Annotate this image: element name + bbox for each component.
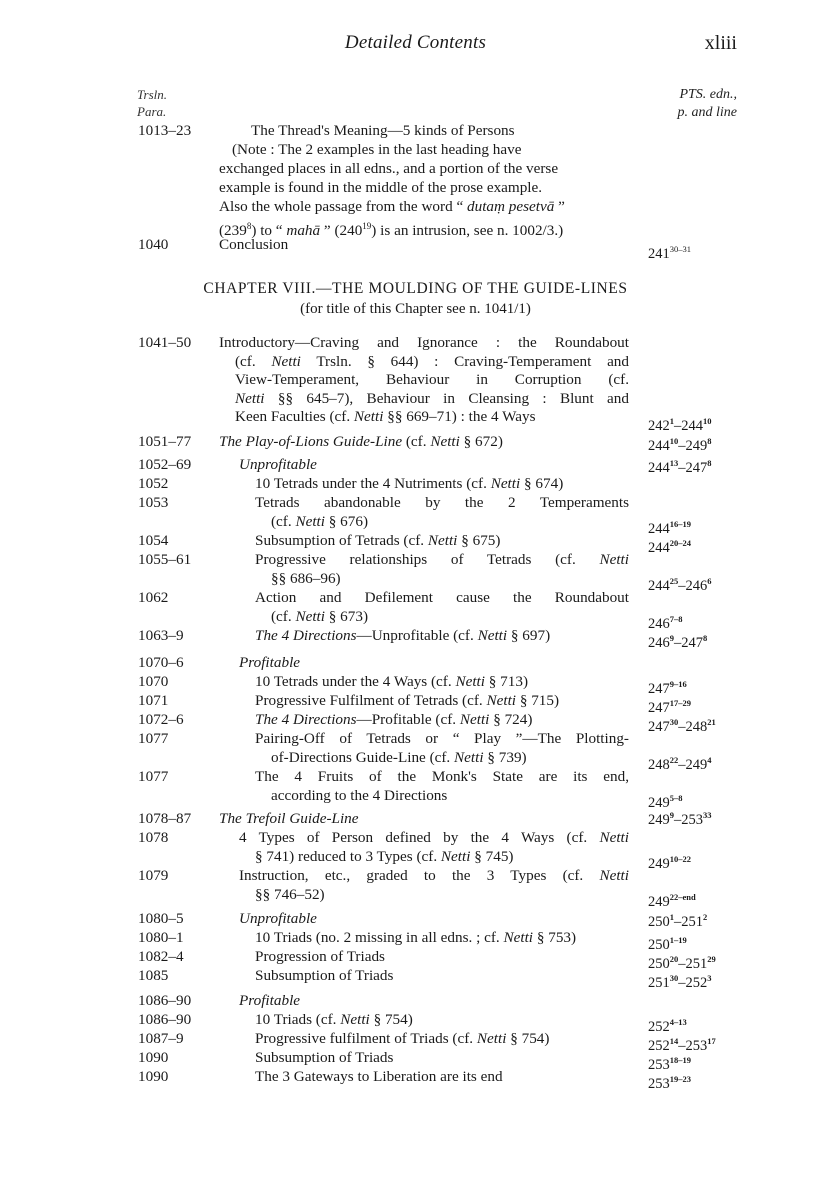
entry-heading: The Thread's Meaning—5 kinds of Persons	[251, 122, 515, 139]
pali-term: mahā	[286, 222, 321, 240]
pts-reference	[648, 240, 691, 264]
pts-line: 4–13	[669, 1017, 687, 1027]
paragraph-number: 1080–5	[138, 910, 184, 927]
pts-line: 17–29	[669, 698, 691, 708]
range-dash: –	[674, 635, 682, 651]
entry-heading	[255, 730, 629, 767]
pts-line: 6	[707, 575, 712, 586]
note-text: (239	[219, 222, 247, 240]
paragraph-number: 1070	[138, 673, 169, 690]
paragraph-number: 1052	[138, 475, 169, 492]
entry-heading	[255, 1030, 629, 1049]
pts-page: 250	[648, 956, 670, 972]
paragraph-number: 1080–1	[138, 929, 184, 946]
pts-line: 30	[669, 717, 679, 727]
entry-line: Progressive relationships of Tetrads (cf. Netti	[255, 551, 629, 568]
entry-heading	[239, 867, 629, 904]
pts-line: 30–31	[669, 244, 691, 254]
paragraph-number: 1086–90	[138, 992, 192, 1009]
paragraph-number: 1086–90	[138, 1011, 192, 1028]
entry-heading	[255, 551, 629, 588]
paragraph-number: 1063–9	[138, 627, 184, 644]
entry-heading	[255, 929, 629, 948]
column-header-right-line2: p. and line	[677, 105, 737, 120]
pts-line: 20	[669, 954, 679, 964]
paragraph-number: 1090	[138, 1068, 169, 1085]
entry-heading	[255, 673, 629, 692]
pts-line: 1	[669, 415, 674, 426]
entry-line: Unprofitable	[239, 910, 317, 927]
pts-line: 17	[707, 1036, 716, 1046]
entry-line: View-Temperament, Behaviour in Corruption (cf.	[235, 371, 629, 389]
range-dash: –	[674, 812, 682, 828]
pts-line: 10	[669, 436, 679, 446]
range-dash: –	[678, 438, 686, 454]
pts-page: 247	[648, 700, 670, 716]
pts-page: 249	[648, 812, 670, 828]
entry-heading	[255, 1049, 629, 1068]
pts-line: 13	[669, 458, 679, 468]
entry-line: § 741) reduced to 3 Types (cf. Netti § 745)	[255, 847, 514, 865]
pts-reference	[648, 629, 707, 653]
pts-line: 8	[707, 458, 712, 468]
pts-reference	[648, 454, 712, 478]
column-header-left-line2: Para.	[137, 104, 167, 119]
paragraph-number: 1071	[138, 692, 169, 709]
entry-line: The 4 Directions—Profitable (cf. Netti § 724)	[255, 711, 533, 728]
entry-line: The Trefoil Guide-Line	[219, 810, 359, 827]
pts-page: 244	[648, 577, 670, 594]
paragraph-number: 1070–6	[138, 654, 184, 671]
entry-line: Keen Faculties (cf. Netti §§ 669–71) : the 4 Ways	[235, 408, 536, 426]
note-line: exchanged places in all edns., and a portion of the verse	[219, 160, 559, 177]
entry-heading	[219, 810, 629, 829]
pts-reference	[648, 850, 691, 874]
pts-page: 244	[648, 520, 670, 537]
entry-line: The 4 Directions—Unprofitable (cf. Netti § 697)	[255, 627, 551, 644]
entry-line: of-Directions Guide-Line (cf. Netti § 739)	[271, 748, 527, 766]
entry-line: 10 Triads (no. 2 missing in all edns. ; cf. Netti § 753)	[255, 929, 577, 946]
entry-line: Progressive fulfilment of Triads (cf. Netti § 754)	[255, 1030, 550, 1047]
note-line	[219, 198, 629, 217]
paragraph-number: 1054	[138, 532, 169, 549]
pts-page: 249	[685, 756, 708, 773]
pts-reference	[648, 534, 691, 558]
pts-line: 18–19	[669, 1055, 691, 1065]
entry-heading	[255, 627, 629, 646]
column-header-right-line1: PTS. edn.,	[679, 87, 737, 102]
pts-line: 8	[707, 436, 712, 446]
column-header-pts-edition	[678, 86, 738, 122]
pts-page: 253	[648, 1057, 670, 1073]
paragraph-number: 1078–87	[138, 810, 192, 827]
paragraph-number: 1053	[138, 494, 169, 511]
range-dash: –	[674, 914, 682, 930]
entry-heading	[255, 948, 629, 967]
pts-page: 249	[648, 855, 670, 872]
pts-page: 250	[648, 914, 670, 930]
pts-page: 251	[648, 975, 670, 991]
note-text: ”	[554, 198, 565, 215]
paragraph-number: 1085	[138, 967, 169, 984]
entry-line: 10 Tetrads under the 4 Nutriments (cf. Netti § 674)	[255, 475, 564, 492]
entry-heading	[255, 768, 629, 805]
entry-line: Action and Defilement cause the Roundabout	[255, 589, 629, 606]
paragraph-number: 1078	[138, 829, 169, 846]
pts-reference	[648, 969, 712, 993]
pts-reference	[648, 1070, 691, 1094]
pts-reference	[648, 713, 716, 737]
entry-line: Progression of Triads	[255, 948, 385, 965]
entry-heading	[255, 589, 629, 626]
entry-heading	[239, 829, 629, 866]
pts-page: 250	[648, 937, 670, 953]
pts-page: 253	[648, 1076, 670, 1092]
entry-heading	[239, 456, 629, 475]
pts-page: 247	[648, 719, 670, 735]
pts-line: 16–19	[669, 518, 691, 529]
pts-page: 246	[648, 615, 670, 632]
pts-page: 253	[685, 1038, 708, 1054]
pts-page: 242	[648, 417, 670, 434]
pts-page: 244	[648, 540, 670, 556]
pts-reference	[648, 908, 707, 932]
entry-line: The 3 Gateways to Liberation are its end	[255, 1068, 503, 1085]
entry-heading	[255, 494, 629, 531]
pts-page: 252	[648, 1019, 670, 1035]
pts-line: 2	[703, 912, 708, 922]
pts-line: 3	[707, 973, 712, 983]
entry-line: (cf. Netti Trsln. § 644) : Craving-Temperament and	[235, 352, 629, 370]
paragraph-number: 1072–6	[138, 711, 184, 728]
range-dash: –	[678, 719, 686, 735]
pts-page: 251	[685, 956, 708, 972]
entry-heading	[255, 692, 629, 711]
paragraph-number: 1013–23	[138, 122, 192, 139]
paragraph-number: 1041–50	[138, 334, 192, 351]
line-ref: 8	[246, 221, 252, 231]
paragraph-number: 1087–9	[138, 1030, 184, 1047]
running-title: Detailed Contents	[344, 32, 487, 53]
pts-page: 247	[681, 635, 703, 651]
entry-heading	[255, 475, 629, 494]
entry-heading	[255, 711, 629, 730]
pts-line: 20–24	[669, 538, 691, 548]
pts-page: 248	[648, 756, 670, 773]
note-text: ) is an intrusion, see n. 1002/3.)	[371, 222, 564, 240]
pts-line: 8	[703, 633, 708, 643]
paragraph-number: 1052–69	[138, 456, 192, 473]
entry-heading	[219, 433, 629, 452]
note-text: ) to “	[251, 222, 287, 240]
entry-line: 10 Triads (cf. Netti § 754)	[255, 1011, 413, 1028]
column-header-left-line1: Trsln.	[137, 87, 167, 102]
pts-line: 30	[669, 973, 679, 983]
paragraph-number: 1077	[138, 730, 169, 747]
range-dash: –	[678, 756, 686, 773]
entry-line: The 4 Fruits of the Monk's State are its end,	[255, 768, 629, 785]
entry-line: §§ 686–96)	[271, 569, 341, 587]
pts-line: 9–16	[669, 679, 687, 689]
entry-heading: Conclusion	[219, 236, 289, 253]
pts-line: 19–23	[669, 1074, 691, 1084]
paragraph-number: 1079	[138, 867, 169, 884]
pts-line: 29	[707, 954, 716, 964]
range-dash: –	[678, 460, 686, 476]
page-number: xliii	[704, 32, 737, 54]
entry-line: Instruction, etc., graded to the 3 Types (cf. Netti	[239, 867, 629, 884]
entry-line: Subsumption of Tetrads (cf. Netti § 675)	[255, 532, 501, 549]
entry-line: 10 Tetrads under the 4 Ways (cf. Netti § 713)	[255, 673, 529, 690]
pts-line: 14	[669, 1036, 679, 1046]
entry-line: §§ 746–52)	[255, 885, 325, 903]
pts-page: 241	[648, 246, 670, 262]
pts-reference	[648, 432, 712, 456]
entry-heading	[239, 654, 629, 673]
entry-line: Tetrads abandonable by the 2 Temperaments	[255, 494, 629, 511]
entry-heading	[255, 1011, 629, 1030]
pts-line: 4	[707, 754, 712, 765]
entry-heading	[239, 910, 629, 929]
pts-page: 244	[648, 438, 670, 454]
pts-reference	[648, 751, 712, 775]
pts-line: 1–19	[669, 935, 687, 945]
paragraph-number: 1082–4	[138, 948, 184, 965]
pts-line: 21	[707, 717, 716, 727]
entry-line: Unprofitable	[239, 456, 317, 473]
paragraph-number: 1040	[138, 236, 169, 253]
pts-page: 249	[648, 893, 670, 910]
pts-line: 1	[669, 912, 674, 922]
entry-line: Progressive Fulfilment of Tetrads (cf. Netti § 715)	[255, 692, 560, 709]
entry-line: Subsumption of Triads	[255, 967, 394, 984]
pts-page: 251	[681, 914, 703, 930]
entry-heading	[255, 967, 629, 986]
note-text: Also the whole passage from the word “	[219, 198, 467, 215]
range-dash: –	[678, 1038, 686, 1054]
entry-heading	[239, 992, 629, 1011]
pts-line: 9	[669, 810, 674, 820]
entry-line: Introductory—Craving and Ignorance : the Roundabout	[219, 334, 629, 351]
pts-page: 246	[685, 577, 708, 594]
pts-page: 253	[681, 812, 703, 828]
pts-page: 248	[685, 719, 708, 735]
chapter-title: CHAPTER VIII.—THE MOULDING OF THE GUIDE-LINES	[203, 280, 628, 297]
chapter-subtitle: (for title of this Chapter see n. 1041/1)	[300, 301, 531, 317]
pts-line: 10–22	[669, 853, 691, 864]
entry-heading	[219, 334, 629, 427]
entry-line: (cf. Netti § 673)	[271, 607, 369, 625]
pts-reference	[648, 572, 712, 596]
entry-heading	[255, 532, 629, 551]
pts-line: 22	[669, 754, 679, 765]
paragraph-number: 1077	[138, 768, 169, 785]
pts-page: 244	[648, 460, 670, 476]
range-dash: –	[678, 956, 686, 972]
entry-line: according to the 4 Directions	[271, 786, 448, 804]
entry-heading	[255, 1068, 629, 1087]
paragraph-number: 1062	[138, 589, 169, 606]
pts-line: 22–end	[669, 891, 696, 902]
entry-line: Pairing-Off of Tetrads or “ Play ”—The Plotting-	[255, 730, 629, 747]
note-line: example is found in the middle of the prose example.	[219, 179, 543, 196]
paragraph-number: 1090	[138, 1049, 169, 1066]
column-header-translation-paragraph	[137, 86, 167, 120]
note-line: (Note : The 2 examples in the last heading have	[232, 141, 522, 158]
paragraph-number: 1051–77	[138, 433, 192, 450]
entry-line: The Play-of-Lions Guide-Line (cf. Netti § 672)	[219, 433, 503, 450]
range-dash: –	[674, 417, 682, 434]
note-text: ” (240	[320, 222, 363, 240]
entry-line: Subsumption of Triads	[255, 1049, 394, 1066]
pts-reference	[648, 806, 712, 830]
pts-line: 10	[703, 415, 712, 426]
pts-line: 7–8	[669, 613, 683, 624]
pts-page: 252	[685, 975, 708, 991]
entry-line: Netti §§ 645–7), Behaviour in Cleansing : Blunt and	[235, 389, 629, 407]
pts-line: 5–8	[669, 792, 683, 803]
pts-page: 244	[681, 417, 703, 434]
range-dash: –	[678, 577, 686, 594]
pts-page: 249	[648, 794, 670, 811]
range-dash: –	[678, 975, 686, 991]
entry-line: 4 Types of Person defined by the 4 Ways (cf. Netti	[239, 829, 629, 846]
line-ref: 19	[362, 221, 372, 231]
pts-page: 252	[648, 1038, 670, 1054]
pts-line: 9	[669, 633, 674, 643]
paragraph-number: 1055–61	[138, 551, 192, 568]
pts-line: 25	[669, 575, 679, 586]
pts-page: 247	[685, 460, 708, 476]
pts-page: 247	[648, 681, 670, 697]
entry-line: Profitable	[239, 654, 301, 671]
entry-line: Profitable	[239, 992, 301, 1009]
pts-line: 33	[703, 810, 712, 820]
pts-page: 249	[685, 438, 708, 454]
pts-page: 246	[648, 635, 670, 651]
pali-term: dutaṃ pesetvā	[467, 198, 555, 215]
entry-line: (cf. Netti § 676)	[271, 512, 369, 530]
